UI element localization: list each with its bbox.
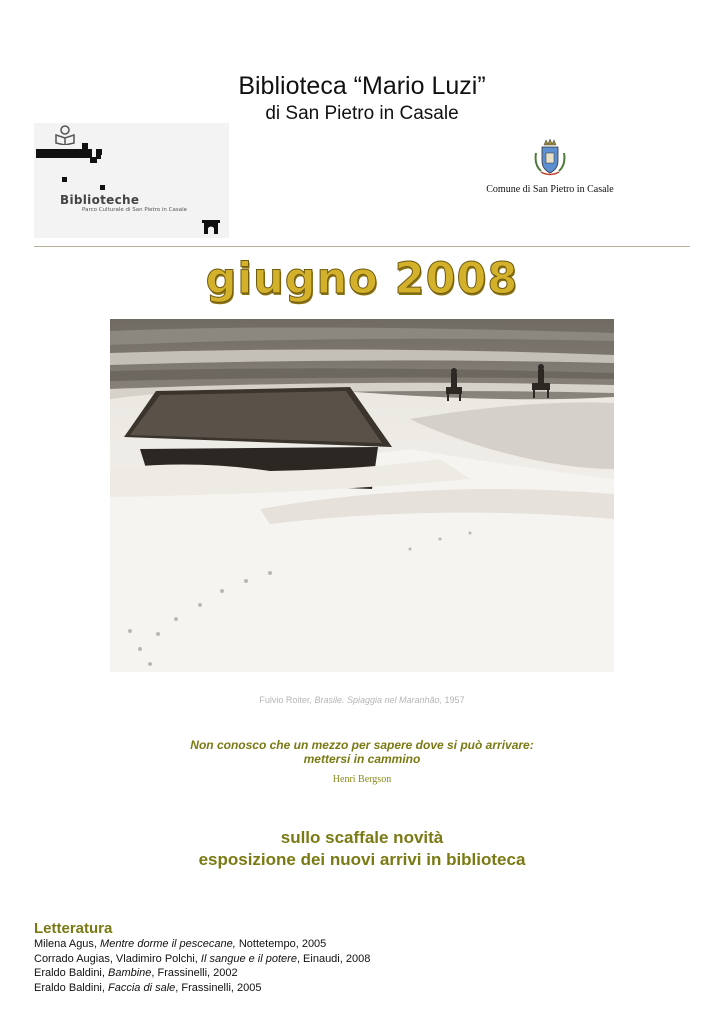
shelf-heading: sullo scaffale novità xyxy=(280,828,444,847)
arch-icon xyxy=(202,220,220,234)
biblioteche-wordmark: Biblioteche xyxy=(60,193,140,207)
month-title: giugno 2008 xyxy=(205,254,519,304)
library-subtitle: di San Pietro in Casale xyxy=(265,103,459,124)
comune-caption: Comune di San Pietro in Casale xyxy=(486,184,614,195)
library-title: Biblioteca “Mario Luzi” xyxy=(238,72,486,100)
header-divider xyxy=(34,246,690,247)
list-item: Eraldo Baldini, Bambine, Frassinelli, 2002 xyxy=(34,967,238,979)
photo-caption xyxy=(0,695,724,705)
list-item: Corrado Augias, Vladimiro Polchi, Il sangue e il potere, Einaudi, 2008 xyxy=(34,952,371,965)
biblioteche-subtitle: Parco Culturale di San Pietro in Casale xyxy=(82,207,188,213)
biblioteche-logo xyxy=(34,123,229,238)
quote-line-2: mettersi in cammino xyxy=(303,752,421,766)
shelf-subheading: esposizione dei nuovi arrivi in biblioteca xyxy=(198,850,526,869)
list-item: Milena Agus, Mentre dorme il pescecane, Nottetempo, 2005 xyxy=(34,938,327,950)
quote-text xyxy=(0,738,724,766)
quote-author: Henri Bergson xyxy=(332,774,392,785)
caption-title: Brasile. Spiaggia nel Maranhão, xyxy=(314,695,443,705)
caption-year: 1957 xyxy=(444,695,465,705)
book-list xyxy=(34,937,370,995)
section-title: Letteratura xyxy=(34,920,113,937)
municipal-crest-icon xyxy=(533,139,567,177)
list-item: Eraldo Baldini, Faccia di sale, Frassinelli, 2005 xyxy=(34,981,262,994)
book-icon xyxy=(54,125,76,145)
caption-author: Fulvio Roiter, xyxy=(259,695,312,705)
quote-line-1: Non conosco che un mezzo per sapere dove si può arrivare: xyxy=(190,738,534,752)
beach-photo xyxy=(110,319,614,672)
